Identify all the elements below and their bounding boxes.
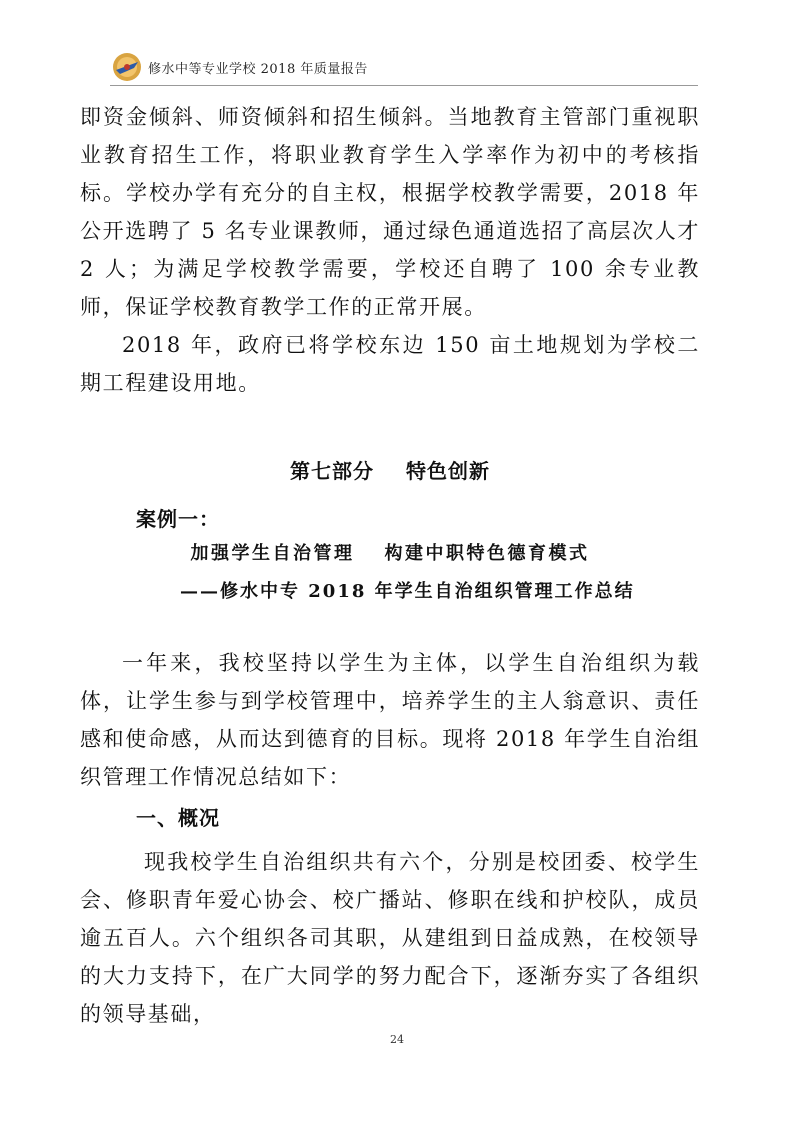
header-title: 修水中等专业学校 2018 年质量报告 <box>148 61 368 77</box>
paragraph: 现我校学生自治组织共有六个，分别是校团委、校学生会、修职青年爱心协会、校广播站、修职在线和护校队，成员逾五百人。六个组织各司其职，从建组到日益成熟，在校领导的大力支持下，在广大同学的努力配合下，逐渐夯实了各组织的领导基础， <box>80 850 700 1026</box>
overview-body <box>80 843 700 1033</box>
page-header <box>110 50 710 84</box>
section-part: 第七部分 <box>290 459 374 483</box>
page-number: 24 <box>390 1033 404 1046</box>
case-body <box>80 644 700 796</box>
header-divider <box>110 85 698 86</box>
section-heading <box>80 455 700 484</box>
section-name: 特色创新 <box>406 459 490 483</box>
overview-heading: 一、概况 <box>136 806 220 830</box>
paragraph: 一年来，我校坚持以学生为主体，以学生自治组织为载体，让学生参与到学校管理中，培养学生的主人翁意识、责任感和使命感，从而达到德育的目标。现将 2018 年学生自治组织管理工作情况总结如下： <box>80 651 700 789</box>
top-body <box>80 98 700 402</box>
school-logo-icon <box>110 50 144 84</box>
case-title <box>80 539 700 565</box>
case-title-b: 构建中职特色德育模式 <box>384 543 590 564</box>
paragraph: 2018 年，政府已将学校东边 150 亩土地规划为学校二期工程建设用地。 <box>80 333 700 395</box>
case-subtitle: ——修水中专 2018 年学生自治组织管理工作总结 <box>180 581 635 602</box>
paragraph: 即资金倾斜、师资倾斜和招生倾斜。当地教育主管部门重视职业教育招生工作，将职业教育学生入学率作为初中的考核指标。学校办学有充分的自主权，根据学校教学需要，2018 年公开选聘了 5 名专业课教师，通过绿色通道选招了高层次人才 2 人；为满足学校教学需要，学校还自聘了 100 余专业教师，保证学校教育教学工作的正常开展。 <box>80 105 700 319</box>
case-label: 案例一： <box>136 507 220 531</box>
case-title-a: 加强学生自治管理 <box>190 543 355 564</box>
